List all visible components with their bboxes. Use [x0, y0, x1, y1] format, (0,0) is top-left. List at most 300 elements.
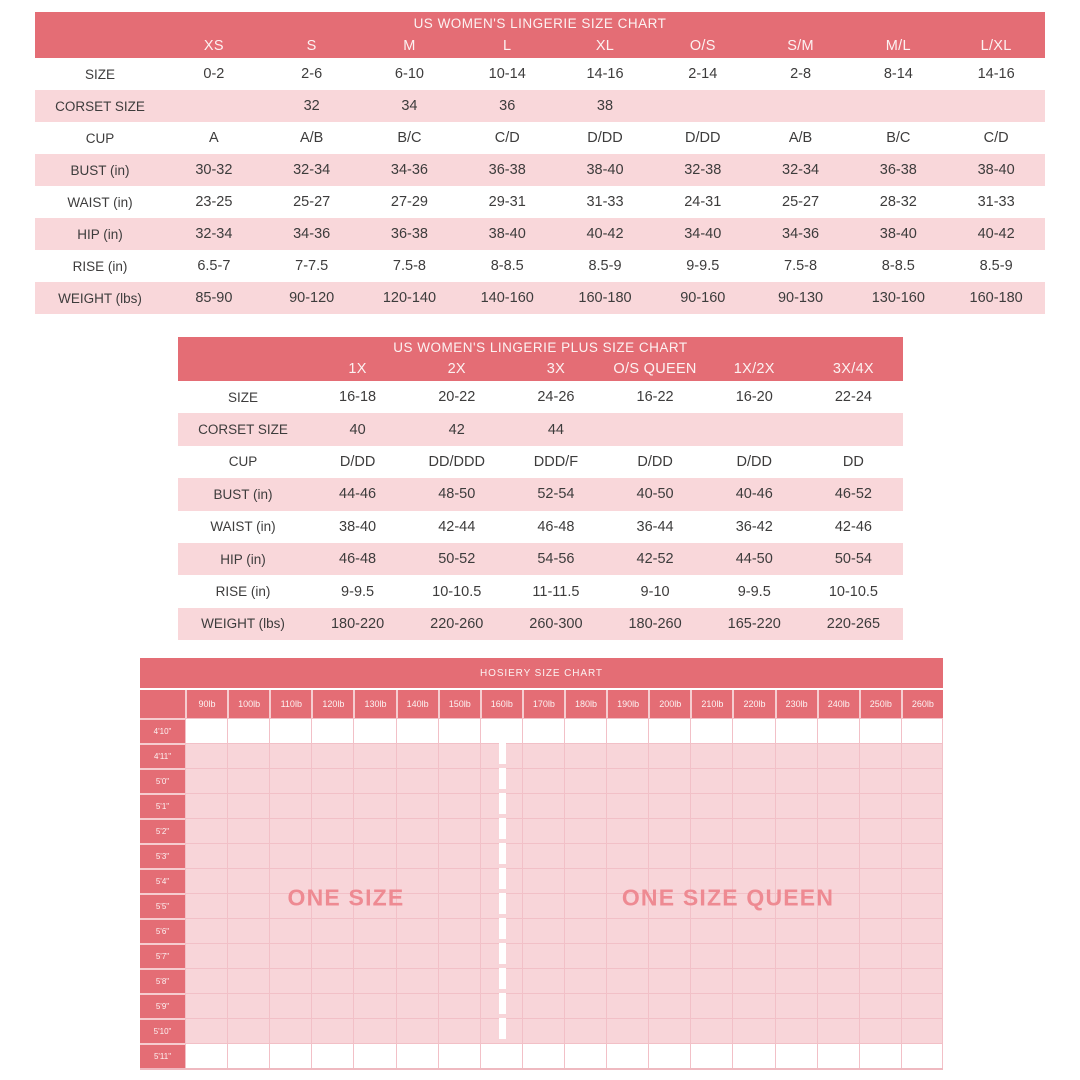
- table-cell: 42-44: [438, 518, 476, 535]
- grid-cell: [901, 1018, 943, 1043]
- grid-cell: [311, 918, 353, 943]
- table-row: [35, 58, 1045, 90]
- weight-column-header: 220lb: [732, 690, 774, 718]
- grid-cell: [606, 993, 648, 1018]
- column-header: S/M: [787, 38, 814, 54]
- grid-cell: [648, 918, 690, 943]
- table-row: [140, 818, 943, 843]
- column-header: 3X: [546, 361, 566, 377]
- grid-cell: [901, 818, 943, 843]
- height-row-label: 5'11": [140, 1043, 185, 1068]
- grid-cell: [185, 1043, 227, 1068]
- grid-cell: [775, 943, 817, 968]
- table-cell: 24-26: [537, 389, 575, 406]
- grid-cell: [185, 968, 227, 993]
- grid-cell: [438, 768, 480, 793]
- table-cell: 36-38: [488, 162, 526, 178]
- table-cell: 38: [596, 98, 614, 114]
- grid-cell: [901, 918, 943, 943]
- column-header: 2X: [447, 361, 466, 377]
- table-cell: 32-34: [293, 162, 331, 178]
- table-cell: A/B: [788, 130, 813, 146]
- table-cell: 23-25: [195, 194, 233, 210]
- grid-cell: [522, 943, 564, 968]
- table-row: [178, 478, 903, 510]
- table-cell: 130-160: [871, 290, 925, 306]
- weight-column-header: 170lb: [522, 690, 564, 718]
- grid-cell: [859, 868, 901, 893]
- grid-cell: [690, 993, 732, 1018]
- grid-cell: [185, 718, 227, 743]
- height-row-label: 5'8": [140, 968, 185, 993]
- grid-cell: [185, 893, 227, 918]
- weight-column-header: 140lb: [396, 690, 438, 718]
- table-row: [140, 768, 943, 793]
- table-cell: 46-48: [537, 518, 575, 535]
- table-cell: 6-10: [394, 66, 424, 82]
- table-cell: D/DD: [736, 453, 772, 470]
- grid-cell: [311, 1018, 353, 1043]
- table-cell: 8.5-9: [979, 258, 1013, 274]
- grid-cell: [817, 768, 859, 793]
- grid-cell: [817, 793, 859, 818]
- grid-cell: [901, 968, 943, 993]
- grid-cell: [817, 993, 859, 1018]
- grid-cell: [311, 843, 353, 868]
- grid-cell: [396, 1043, 438, 1068]
- grid-cell: [227, 868, 269, 893]
- grid-cell: [732, 768, 774, 793]
- column-header: O/S: [689, 38, 716, 54]
- grid-cell: [859, 993, 901, 1018]
- grid-cell: [564, 1018, 606, 1043]
- table-cell: 90-160: [680, 290, 726, 306]
- weight-column-header: 230lb: [775, 690, 817, 718]
- grid-cell: [396, 743, 438, 768]
- weight-column-header: 110lb: [269, 690, 311, 718]
- grid-cell: [396, 993, 438, 1018]
- grid-cell: [522, 793, 564, 818]
- table-cell: 42: [448, 421, 465, 438]
- weight-column-header: 190lb: [606, 690, 648, 718]
- row-label: WAIST (in): [67, 194, 133, 210]
- table-cell: 7.5-8: [784, 258, 818, 274]
- grid-cell: [269, 718, 311, 743]
- size-region-divider-line: [499, 743, 506, 1043]
- grid-cell: [859, 793, 901, 818]
- table-cell: 8-8.5: [490, 258, 524, 274]
- grid-cell: [227, 968, 269, 993]
- grid-cell: [396, 943, 438, 968]
- table-cell: 7.5-8: [392, 258, 426, 274]
- grid-cell: [353, 793, 395, 818]
- table-cell: 260-300: [529, 615, 583, 632]
- grid-cell: [269, 768, 311, 793]
- height-row-label: 5'0": [140, 768, 185, 793]
- grid-cell: [353, 768, 395, 793]
- grid-cell: [564, 818, 606, 843]
- grid-cell: [269, 993, 311, 1018]
- grid-cell: [522, 1018, 564, 1043]
- grid-cell: [606, 718, 648, 743]
- grid-cell: [311, 943, 353, 968]
- grid-cell: [438, 843, 480, 868]
- table-row: [140, 718, 943, 743]
- column-header: M: [403, 38, 416, 54]
- table-cell: 50-54: [834, 551, 872, 568]
- grid-cell: [606, 768, 648, 793]
- grid-cell: [269, 793, 311, 818]
- table-cell: 14-16: [977, 66, 1015, 82]
- grid-cell: [648, 968, 690, 993]
- grid-cell: [438, 743, 480, 768]
- grid-cell: [606, 743, 648, 768]
- table-cell: 220-265: [826, 615, 881, 632]
- grid-cell: [438, 793, 480, 818]
- grid-cell: [606, 968, 648, 993]
- table-cell: B/C: [397, 130, 422, 146]
- height-row-label: 5'9": [140, 993, 185, 1018]
- grid-cell: [690, 1043, 732, 1068]
- grid-cell: [522, 718, 564, 743]
- grid-cell: [606, 943, 648, 968]
- grid-cell: [227, 918, 269, 943]
- grid-cell: [480, 1043, 522, 1068]
- grid-cell: [185, 818, 227, 843]
- grid-cell: [522, 918, 564, 943]
- grid-cell: [648, 768, 690, 793]
- grid-cell: [185, 843, 227, 868]
- chart-header-band: [35, 12, 1045, 58]
- column-header: 1X: [348, 361, 367, 377]
- grid-cell: [185, 768, 227, 793]
- grid-cell: [353, 918, 395, 943]
- table-cell: 40-50: [636, 486, 674, 503]
- table-cell: 90-120: [289, 290, 335, 306]
- grid-cell: [185, 868, 227, 893]
- grid-cell: [227, 768, 269, 793]
- table-cell: 11-11.5: [532, 583, 580, 600]
- table-cell: 40: [349, 421, 366, 438]
- grid-cell: [606, 1018, 648, 1043]
- grid-cell: [564, 743, 606, 768]
- table-cell: 25-27: [293, 194, 331, 210]
- grid-cell: [564, 1043, 606, 1068]
- table-row: [140, 793, 943, 818]
- corner-cell: [140, 690, 185, 718]
- table-cell: 38-40: [488, 226, 526, 242]
- table-row: [178, 413, 903, 445]
- grid-cell: [901, 993, 943, 1018]
- table-cell: 54-56: [537, 551, 575, 568]
- grid-cell: [311, 818, 353, 843]
- chart-title: US WOMEN'S LINGERIE SIZE CHART: [413, 16, 667, 31]
- row-label: CORSET SIZE: [55, 98, 145, 114]
- grid-cell: [522, 843, 564, 868]
- grid-cell: [353, 843, 395, 868]
- column-header: S: [306, 38, 317, 54]
- grid-cell: [732, 943, 774, 968]
- row-label: BUST (in): [70, 162, 130, 178]
- grid-cell: [859, 1043, 901, 1068]
- table-row: [178, 381, 903, 413]
- grid-cell: [690, 1018, 732, 1043]
- height-row-label: 5'6": [140, 918, 185, 943]
- grid-cell: [227, 818, 269, 843]
- grid-cell: [859, 743, 901, 768]
- table-cell: A/B: [299, 130, 324, 146]
- weight-column-header: 100lb: [227, 690, 269, 718]
- grid-cell: [269, 818, 311, 843]
- table-cell: C/D: [983, 130, 1009, 146]
- grid-cell: [859, 718, 901, 743]
- column-header-row: [35, 34, 1045, 58]
- grid-cell: [438, 993, 480, 1018]
- grid-cell: [564, 968, 606, 993]
- grid-cell: [775, 743, 817, 768]
- table-cell: 10-10.5: [828, 583, 878, 600]
- table-cell: D/DD: [685, 130, 721, 146]
- grid-cell: [901, 1043, 943, 1068]
- grid-cell: [353, 818, 395, 843]
- grid-cell: [775, 843, 817, 868]
- one-size-region-label: ONE SIZE: [287, 884, 405, 911]
- weight-column-header: 150lb: [438, 690, 480, 718]
- grid-cell: [648, 718, 690, 743]
- table-cell: 36-44: [636, 518, 674, 535]
- grid-cell: [227, 1018, 269, 1043]
- table-cell: 32-38: [684, 162, 722, 178]
- weight-column-header: 160lb: [480, 690, 522, 718]
- grid-cell: [311, 793, 353, 818]
- grid-cell: [438, 1043, 480, 1068]
- row-label: CUP: [228, 454, 258, 470]
- grid-cell: [732, 968, 774, 993]
- table-cell: 34-36: [390, 162, 428, 178]
- table-cell: 2-8: [790, 66, 812, 82]
- table-cell: 32: [303, 98, 320, 114]
- table-cell: 8.5-9: [588, 258, 622, 274]
- table-body: [35, 58, 1045, 314]
- height-row-label: 4'11": [140, 743, 185, 768]
- grid-cell: [606, 793, 648, 818]
- table-cell: B/C: [886, 130, 911, 146]
- table-cell: 28-32: [879, 194, 917, 210]
- grid-cell: [185, 993, 227, 1018]
- weight-column-header: 130lb: [353, 690, 395, 718]
- table-cell: 34-36: [293, 226, 331, 242]
- table-cell: 30-32: [195, 162, 233, 178]
- table-cell: 2-6: [301, 66, 323, 82]
- table-cell: 25-27: [782, 194, 820, 210]
- column-header: XL: [595, 38, 615, 54]
- grid-cell: [732, 743, 774, 768]
- grid-cell: [438, 918, 480, 943]
- grid-cell: [859, 1018, 901, 1043]
- grid-cell: [185, 1018, 227, 1043]
- grid-cell: [648, 943, 690, 968]
- grid-cell: [606, 1043, 648, 1068]
- table-cell: 16-20: [735, 389, 773, 406]
- grid-cell: [353, 718, 395, 743]
- grid-cell: [564, 918, 606, 943]
- grid-cell: [227, 718, 269, 743]
- column-header: 3X/4X: [832, 361, 874, 377]
- grid-cell: [480, 718, 522, 743]
- row-label: SIZE: [84, 66, 115, 82]
- table-cell: DD: [842, 453, 864, 470]
- weight-column-header: 120lb: [311, 690, 353, 718]
- weight-column-header: 250lb: [859, 690, 901, 718]
- grid-cell: [438, 943, 480, 968]
- grid-cell: [311, 968, 353, 993]
- table-cell: 27-29: [390, 194, 428, 210]
- grid-cell: [522, 1043, 564, 1068]
- table-row: [140, 968, 943, 993]
- height-row-label: 5'4": [140, 868, 185, 893]
- grid-cell: [227, 943, 269, 968]
- grid-cell: [269, 843, 311, 868]
- grid-cell: [732, 718, 774, 743]
- grid-cell: [859, 843, 901, 868]
- table-cell: 31-33: [586, 194, 624, 210]
- table-cell: 44: [547, 421, 564, 438]
- grid-cell: [901, 893, 943, 918]
- grid-cell: [690, 793, 732, 818]
- table-cell: 40-42: [586, 226, 624, 242]
- grid-cell: [438, 968, 480, 993]
- grid-cell: [859, 893, 901, 918]
- grid-cell: [269, 1018, 311, 1043]
- table-row: [178, 511, 903, 543]
- table-cell: 16-18: [339, 389, 377, 406]
- row-label: RISE (in): [72, 258, 128, 274]
- grid-cell: [732, 793, 774, 818]
- table-cell: 22-24: [834, 389, 872, 406]
- weight-column-header: 200lb: [648, 690, 690, 718]
- grid-cell: [564, 768, 606, 793]
- table-row: [178, 608, 903, 640]
- grid-cell: [311, 768, 353, 793]
- row-label: BUST (in): [213, 486, 273, 502]
- weight-column-header: 260lb: [901, 690, 943, 718]
- grid-cell: [732, 843, 774, 868]
- height-row-label: 5'3": [140, 843, 185, 868]
- grid-cell: [775, 793, 817, 818]
- lingerie-size-chart: [35, 12, 1045, 314]
- grid-cell: [690, 718, 732, 743]
- table-cell: 46-48: [339, 551, 377, 568]
- table-cell: 10-14: [488, 66, 526, 82]
- grid-cell: [438, 1018, 480, 1043]
- grid-cell: [648, 818, 690, 843]
- grid-cell: [775, 918, 817, 943]
- row-label: CORSET SIZE: [198, 422, 288, 438]
- grid-cell: [269, 918, 311, 943]
- table-cell: 2-14: [688, 66, 718, 82]
- table-cell: 10-10.5: [432, 583, 482, 600]
- table-cell: 9-10: [640, 583, 670, 600]
- weight-column-header: 180lb: [564, 690, 606, 718]
- one-size-queen-region-label: ONE SIZE QUEEN: [621, 884, 835, 911]
- grid-cell: [859, 768, 901, 793]
- grid-cell: [564, 718, 606, 743]
- table-cell: 44-46: [339, 486, 377, 503]
- grid-cell: [564, 868, 606, 893]
- table-cell: 38-40: [977, 162, 1015, 178]
- grid-cell: [353, 1043, 395, 1068]
- grid-cell: [690, 843, 732, 868]
- grid-cell: [775, 993, 817, 1018]
- grid-cell: [564, 893, 606, 918]
- grid-cell: [690, 918, 732, 943]
- row-label: WAIST (in): [210, 519, 276, 535]
- column-header: O/S QUEEN: [613, 361, 697, 377]
- grid-cell: [353, 743, 395, 768]
- height-row-label: 4'10": [140, 718, 185, 743]
- grid-cell: [396, 768, 438, 793]
- grid-cell: [901, 868, 943, 893]
- grid-cell: [817, 943, 859, 968]
- table-row: [35, 90, 1045, 122]
- grid-cell: [817, 843, 859, 868]
- grid-cell: [817, 743, 859, 768]
- grid-cell: [564, 793, 606, 818]
- table-cell: 6.5-7: [197, 258, 231, 274]
- table-cell: 40-42: [977, 226, 1015, 242]
- height-row-label: 5'2": [140, 818, 185, 843]
- grid-cell: [227, 743, 269, 768]
- grid-cell: [227, 893, 269, 918]
- table-cell: 165-220: [727, 615, 781, 632]
- table-cell: 48-50: [438, 486, 476, 503]
- row-label: HIP (in): [77, 226, 123, 242]
- grid-cell: [353, 993, 395, 1018]
- grid-cell: [775, 768, 817, 793]
- grid-cell: [775, 818, 817, 843]
- table-cell: DD/DDD: [428, 453, 485, 470]
- grid-cell: [690, 743, 732, 768]
- table-row: [35, 154, 1045, 186]
- grid-cell: [690, 768, 732, 793]
- grid-cell: [901, 743, 943, 768]
- height-row-label: 5'5": [140, 893, 185, 918]
- table-cell: 36: [499, 98, 516, 114]
- table-cell: 31-33: [977, 194, 1015, 210]
- table-cell: 38-40: [879, 226, 917, 242]
- grid-cell: [901, 793, 943, 818]
- column-header: 1X/2X: [733, 361, 775, 377]
- grid-cell: [522, 743, 564, 768]
- height-row-label: 5'10": [140, 1018, 185, 1043]
- grid-cell: [353, 1018, 395, 1043]
- grid-cell: [564, 943, 606, 968]
- table-cell: 52-54: [537, 486, 575, 503]
- table-cell: 42-46: [834, 518, 872, 535]
- grid-cell: [775, 968, 817, 993]
- grid-cell: [269, 1043, 311, 1068]
- table-cell: 50-52: [438, 551, 476, 568]
- table-cell: 46-52: [834, 486, 872, 503]
- row-label: HIP (in): [220, 551, 266, 567]
- grid-cell: [438, 868, 480, 893]
- grid-cell: [732, 818, 774, 843]
- grid-cell: [690, 943, 732, 968]
- table-row: [140, 843, 943, 868]
- table-row: [35, 218, 1045, 250]
- table-cell: 34-36: [782, 226, 820, 242]
- grid-cell: [775, 718, 817, 743]
